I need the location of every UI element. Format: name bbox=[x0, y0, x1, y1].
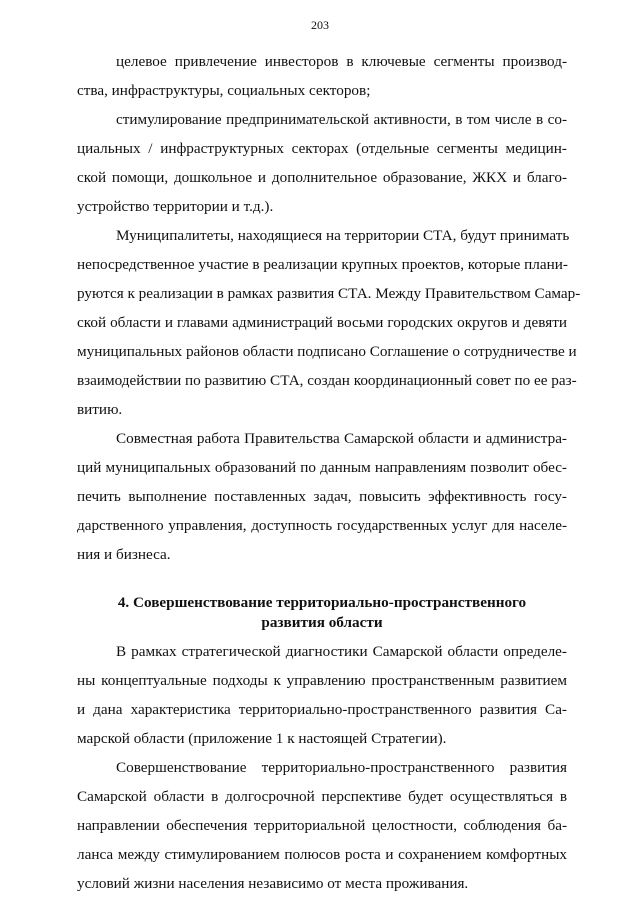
text-line: ской помощи, дошкольное и дополнительное образование, ЖКХ и благо- bbox=[77, 169, 567, 186]
section-heading-line: 4. Совершенствование территориально-пространственного bbox=[117, 594, 527, 611]
text-line: ния и бизнеса. bbox=[77, 546, 171, 563]
text-line: печить выполнение поставленных задач, повысить эффективность госу- bbox=[77, 488, 567, 505]
paragraph bbox=[77, 637, 567, 753]
text-line: целевое привлечение инвесторов в ключевые сегменты производ- bbox=[116, 53, 567, 70]
text-line: ций муниципальных образований по данным направлениям позволит обес- bbox=[77, 459, 567, 476]
paragraph bbox=[77, 424, 567, 569]
section-heading-line: развития области bbox=[261, 614, 383, 631]
text-line: направлении обеспечения территориальной целостности, соблюдения ба- bbox=[77, 817, 567, 834]
text-line: ланса между стимулированием полюсов роста и сохранением комфортных bbox=[77, 846, 567, 863]
text-line: циальных / инфраструктурных секторах (отдельные сегменты медицин- bbox=[77, 140, 567, 157]
page-content bbox=[77, 47, 581, 898]
text-line: дарственного управления, доступность государственных услуг для населе- bbox=[77, 517, 567, 534]
text-line: ны концептуальные подходы к управлению пространственным развитием bbox=[77, 672, 567, 689]
paragraph bbox=[77, 47, 567, 105]
paragraph bbox=[77, 221, 581, 424]
paragraph bbox=[77, 105, 567, 221]
text-line: В рамках стратегической диагностики Самарской области определе- bbox=[116, 643, 567, 660]
paragraph bbox=[77, 753, 567, 898]
page-number: 203 bbox=[311, 18, 329, 32]
text-line: непосредственное участие в реализации крупных проектов, которые плани- bbox=[77, 256, 568, 273]
text-line: витию. bbox=[77, 401, 123, 418]
text-line: ской области и главами администраций восьми городских округов и девяти bbox=[77, 314, 567, 331]
text-line: и дана характеристика территориально-пространственного развития Са- bbox=[77, 701, 567, 718]
text-line: Муниципалитеты, находящиеся на территории СТА, будут принимать bbox=[116, 227, 570, 244]
text-line: стимулирование предпринимательской активности, в том числе в со- bbox=[116, 111, 567, 128]
text-line: марской области (приложение 1 к настоящей Стратегии). bbox=[77, 730, 447, 747]
text-line: муниципальных районов области подписано Соглашение о сотрудничестве и bbox=[77, 343, 577, 360]
text-line: руются к реализации в рамках развития СТА. Между Правительством Самар- bbox=[77, 285, 581, 302]
text-line: устройство территории и т.д.). bbox=[77, 198, 274, 215]
text-line: Совместная работа Правительства Самарской области и администра- bbox=[116, 430, 567, 447]
text-line: ства, инфраструктуры, социальных секторов; bbox=[77, 82, 371, 99]
text-line: Совершенствование территориально-пространственного развития bbox=[116, 759, 567, 776]
text-line: Самарской области в долгосрочной перспективе будет осуществляться в bbox=[77, 788, 567, 805]
text-line: взаимодействии по развитию СТА, создан координационный совет по ее раз- bbox=[77, 372, 577, 389]
text-line: условий жизни населения независимо от места проживания. bbox=[77, 875, 469, 892]
section-heading bbox=[77, 593, 567, 633]
